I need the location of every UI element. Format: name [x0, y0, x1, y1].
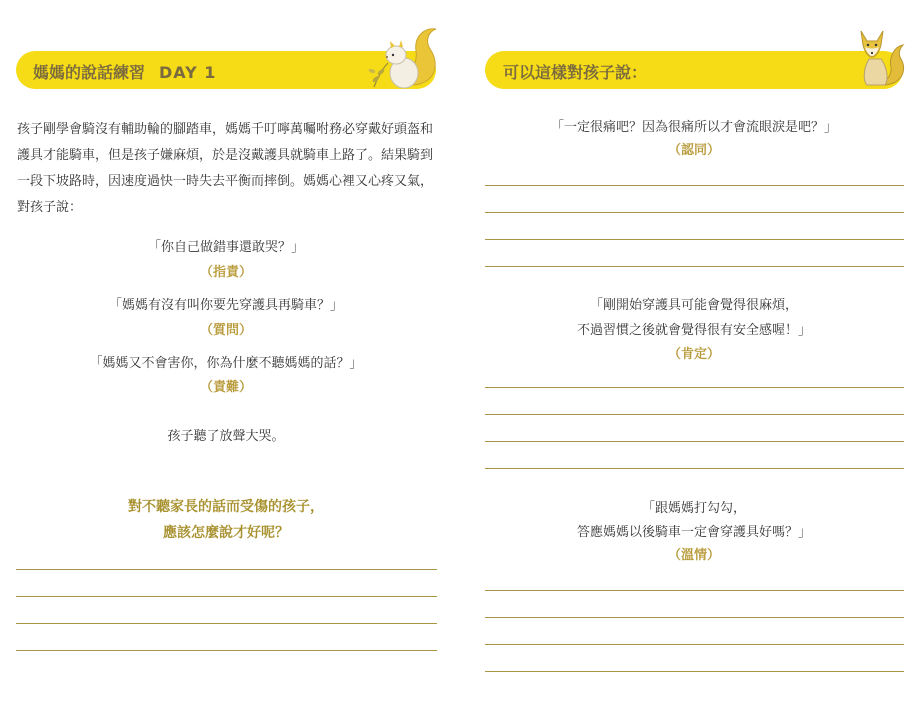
writing-line: [16, 650, 437, 651]
good-quote-1-tag: （認同）: [667, 143, 720, 158]
good-quote-3-line-2: 答應媽媽以後騎車一定會穿護具好嗎？」: [576, 525, 811, 540]
bad-quote-3: 「媽媽又不會害你，你為什麼不聽媽媽的話？」: [89, 356, 363, 371]
writing-line: [485, 671, 904, 672]
writing-line: [485, 212, 904, 213]
squirrel-icon: [364, 25, 440, 93]
writing-line: [16, 569, 437, 570]
writing-line: [485, 644, 904, 645]
good-quote-3-line-1: 「跟媽媽打勾勾，: [641, 501, 746, 516]
left-page: [0, 0, 459, 701]
writing-line: [16, 623, 437, 624]
outcome-text: 孩子聽了放聲大哭。: [167, 429, 285, 444]
story-text: 孩子剛學會騎沒有輔助輪的腳踏車，媽媽千叮嚀萬囑咐務必穿戴好頭盔和護具才能騎車，但是孩子嫌麻煩，於是沒戴護具就騎車上路了。結果騎到一段下坡路時，因速度過快一時失去平衡而摔倒。媽媽心裡又心疼又氣，對孩子說：: [17, 122, 434, 215]
bad-quote-3-tag: （責難）: [199, 380, 252, 395]
left-banner-title: [33, 60, 216, 83]
writing-line: [485, 185, 904, 186]
writing-line: [485, 414, 904, 415]
good-quote-2-tag: （肯定）: [667, 347, 720, 362]
right-banner-title: 可以這樣對孩子說：: [503, 63, 648, 82]
writing-line: [485, 266, 904, 267]
writing-line: [485, 441, 904, 442]
writing-line: [485, 387, 904, 388]
good-quote-3-tag: （溫情）: [667, 548, 720, 563]
writing-line: [485, 590, 904, 591]
good-quote-2-line-1: 「剛開始穿護具可能會覺得很麻煩，: [589, 298, 798, 313]
fox-icon: [851, 25, 909, 87]
good-quote-1-line-1: 「一定很痛吧？因為很痛所以才會流眼淚是吧？」: [550, 120, 837, 135]
question-line-1: 對不聽家長的話而受傷的孩子，: [128, 499, 324, 515]
good-quote-2-line-2: 不過習慣之後就會覺得很有安全感喔！」: [576, 323, 811, 338]
bad-quote-2: 「媽媽有沒有叫你要先穿護具再騎車？」: [108, 298, 343, 313]
bad-quote-1-tag: （指責）: [199, 265, 252, 280]
writing-line: [485, 468, 904, 469]
day-label: DAY 1: [159, 63, 217, 82]
writing-line: [485, 239, 904, 240]
question-line-2: 應該怎麼說才好呢？: [163, 525, 289, 541]
bad-quote-1: 「你自己做錯事還敢哭？」: [147, 240, 304, 255]
writing-line: [485, 617, 904, 618]
right-banner: [485, 51, 903, 89]
exercise-title: 媽媽的說話練習: [33, 63, 146, 82]
right-page: [459, 0, 919, 701]
bad-quote-2-tag: （質問）: [199, 323, 252, 338]
writing-line: [16, 596, 437, 597]
